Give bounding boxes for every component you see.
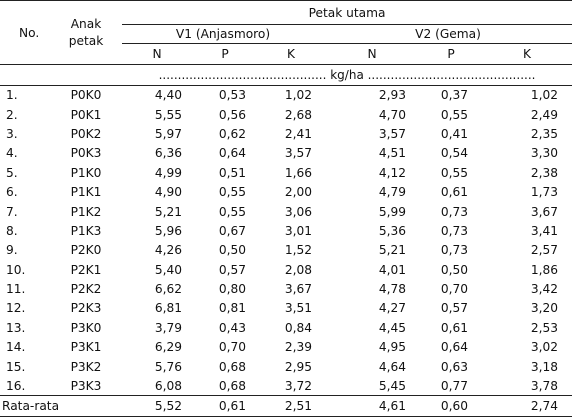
row-subplot: P2K2 xyxy=(70,282,102,297)
cell-v1n: 5,40 xyxy=(154,262,182,277)
cell-v1k: 2,41 xyxy=(284,126,312,141)
cell-v2p: 0,50 xyxy=(440,262,468,277)
cell-v1p: 0,51 xyxy=(218,165,246,180)
cell-v2k: 3,42 xyxy=(530,282,559,297)
unit-row-spacer xyxy=(0,65,122,86)
header-variety-1: V1 (Anjasmoro) xyxy=(122,25,324,44)
row-number: 9. xyxy=(6,243,18,258)
cell-v1k: 3,51 xyxy=(284,301,312,316)
row-number: 10. xyxy=(6,262,26,277)
row-subplot: P3K1 xyxy=(70,340,102,355)
cell-v2p: 0,41 xyxy=(440,126,468,141)
header-v1-p: P xyxy=(192,44,258,65)
cell-v2k: 3,18 xyxy=(530,359,559,374)
average-v1p: 0,61 xyxy=(192,396,258,417)
cell-v1p: 0,81 xyxy=(218,301,246,316)
cell-v2p: 0,61 xyxy=(440,185,468,200)
cell-v2p: 0,54 xyxy=(440,146,468,161)
cell-v1n: 6,29 xyxy=(154,340,182,355)
table-row xyxy=(0,260,572,279)
header-main-plot: Petak utama xyxy=(122,1,572,25)
cell-v1p: 0,43 xyxy=(218,320,246,335)
cell-v1p: 0,57 xyxy=(218,262,246,277)
cell-v1p: 0,64 xyxy=(218,146,246,161)
row-number: 6. xyxy=(6,185,18,200)
row-subplot: P3K2 xyxy=(70,359,102,374)
table-row xyxy=(0,202,572,221)
table-row xyxy=(0,105,572,124)
table-row xyxy=(0,163,572,182)
row-subplot: P1K2 xyxy=(70,204,102,219)
cell-v1k: 2,00 xyxy=(284,185,312,200)
row-subplot: P2K0 xyxy=(70,243,102,258)
cell-v2n: 4,70 xyxy=(378,107,406,122)
cell-v2p: 0,63 xyxy=(440,359,468,374)
row-number: 13. xyxy=(6,320,26,335)
cell-v2n: 4,51 xyxy=(378,146,406,161)
cell-v1p: 0,50 xyxy=(218,243,246,258)
row-number: 8. xyxy=(6,223,18,238)
cell-v2p: 0,64 xyxy=(440,340,468,355)
header-subplot-line2: petak xyxy=(68,33,104,48)
table-row xyxy=(0,124,572,143)
cell-v2k: 1,86 xyxy=(530,262,559,277)
header-subplot-line1: Anak xyxy=(70,17,102,32)
table-row xyxy=(0,318,572,337)
row-number: 12. xyxy=(6,301,26,316)
cell-v2k: 1,02 xyxy=(530,88,559,103)
row-number: 11. xyxy=(6,282,26,297)
row-number: 4. xyxy=(6,146,18,161)
row-number: 15. xyxy=(6,359,26,374)
unit-row: ............................................ kg/ha ............................................ xyxy=(122,65,572,86)
average-v1n: 5,52 xyxy=(122,396,192,417)
row-subplot: P2K3 xyxy=(70,301,102,316)
header-v1-k: K xyxy=(258,44,324,65)
row-number: 16. xyxy=(6,378,26,393)
cell-v2n: 4,45 xyxy=(378,320,406,335)
table-row xyxy=(0,279,572,298)
cell-v1k: 3,67 xyxy=(284,282,312,297)
table-row xyxy=(0,299,572,318)
cell-v1k: 1,66 xyxy=(284,165,312,180)
cell-v1n: 5,55 xyxy=(154,107,182,122)
cell-v2p: 0,55 xyxy=(440,165,468,180)
average-label: Rata-rata xyxy=(0,396,122,417)
table-row xyxy=(0,221,572,240)
cell-v2p: 0,57 xyxy=(440,301,468,316)
cell-v2p: 0,70 xyxy=(440,282,468,297)
cell-v2n: 4,27 xyxy=(378,301,406,316)
cell-v2n: 3,57 xyxy=(378,126,406,141)
cell-v1p: 0,55 xyxy=(218,185,246,200)
cell-v1n: 5,76 xyxy=(154,359,182,374)
header-v1-n: N xyxy=(122,44,192,65)
cell-v2p: 0,73 xyxy=(440,243,468,258)
cell-v2n: 4,12 xyxy=(378,165,406,180)
row-subplot: P0K2 xyxy=(70,126,102,141)
row-subplot: P0K0 xyxy=(70,88,102,103)
cell-v2k: 2,57 xyxy=(530,243,559,258)
header-v2-k: K xyxy=(482,44,572,65)
table-row xyxy=(0,338,572,357)
cell-v2n: 5,99 xyxy=(378,204,406,219)
cell-v1k: 2,39 xyxy=(284,340,312,355)
header-no: No. xyxy=(0,1,50,65)
cell-v2n: 4,78 xyxy=(378,282,406,297)
header-subplot xyxy=(50,1,122,65)
row-subplot: P1K1 xyxy=(70,185,102,200)
row-number: 5. xyxy=(6,165,18,180)
average-row xyxy=(0,396,572,417)
cell-v1k: 3,06 xyxy=(284,204,312,219)
cell-v1n: 6,08 xyxy=(154,378,182,393)
table-row xyxy=(0,357,572,376)
header-v2-p: P xyxy=(420,44,482,65)
cell-v2k: 2,53 xyxy=(530,320,559,335)
cell-v1p: 0,62 xyxy=(218,126,246,141)
cell-v1k: 0,84 xyxy=(284,320,312,335)
cell-v2k: 2,38 xyxy=(530,165,559,180)
cell-v2n: 4,01 xyxy=(378,262,406,277)
cell-v2p: 0,61 xyxy=(440,320,468,335)
cell-v1p: 0,68 xyxy=(218,378,246,393)
cell-v1n: 6,81 xyxy=(154,301,182,316)
cell-v1p: 0,68 xyxy=(218,359,246,374)
cell-v2k: 3,67 xyxy=(530,204,559,219)
cell-v1k: 2,08 xyxy=(284,262,312,277)
average-v1k: 2,51 xyxy=(258,396,324,417)
row-subplot: P3K3 xyxy=(70,378,102,393)
row-number: 3. xyxy=(6,126,18,141)
cell-v2n: 2,93 xyxy=(378,88,406,103)
cell-v1p: 0,56 xyxy=(218,107,246,122)
cell-v1n: 4,26 xyxy=(154,243,182,258)
cell-v2k: 3,78 xyxy=(530,378,559,393)
row-number: 1. xyxy=(6,88,18,103)
cell-v1n: 5,96 xyxy=(154,223,182,238)
cell-v2k: 2,49 xyxy=(530,107,559,122)
cell-v2p: 0,73 xyxy=(440,223,468,238)
cell-v1k: 3,57 xyxy=(284,146,312,161)
cell-v1k: 3,01 xyxy=(284,223,312,238)
cell-v2n: 5,36 xyxy=(378,223,406,238)
cell-v1k: 3,72 xyxy=(284,378,312,393)
cell-v1n: 6,36 xyxy=(154,146,182,161)
cell-v2k: 3,02 xyxy=(530,340,559,355)
average-v2p: 0,60 xyxy=(420,396,482,417)
cell-v2n: 4,79 xyxy=(378,185,406,200)
cell-v1k: 2,68 xyxy=(284,107,312,122)
cell-v1n: 4,99 xyxy=(154,165,182,180)
row-subplot: P0K3 xyxy=(70,146,102,161)
cell-v2k: 3,41 xyxy=(530,223,559,238)
cell-v2n: 5,45 xyxy=(378,378,406,393)
cell-v2k: 3,20 xyxy=(530,301,559,316)
cell-v1p: 0,53 xyxy=(218,88,246,103)
row-subplot: P1K0 xyxy=(70,165,102,180)
table-row xyxy=(0,182,572,201)
cell-v1k: 1,52 xyxy=(284,243,312,258)
row-number: 2. xyxy=(6,107,18,122)
table-header xyxy=(0,1,572,86)
cell-v1n: 4,40 xyxy=(154,88,182,103)
cell-v2k: 2,35 xyxy=(530,126,559,141)
cell-v2n: 5,21 xyxy=(378,243,406,258)
table-row xyxy=(0,241,572,260)
cell-v2p: 0,55 xyxy=(440,107,468,122)
row-subplot: P1K3 xyxy=(70,223,102,238)
cell-v1k: 2,95 xyxy=(284,359,312,374)
table-row xyxy=(0,376,572,395)
cell-v1n: 4,90 xyxy=(154,185,182,200)
cell-v2p: 0,73 xyxy=(440,204,468,219)
average-v2n: 4,61 xyxy=(324,396,420,417)
row-subplot: P2K1 xyxy=(70,262,102,277)
cell-v1n: 5,97 xyxy=(154,126,182,141)
cell-v2n: 4,95 xyxy=(378,340,406,355)
table-row xyxy=(0,86,572,105)
header-v2-n: N xyxy=(324,44,420,65)
cell-v1p: 0,80 xyxy=(218,282,246,297)
cell-v2p: 0,37 xyxy=(440,88,468,103)
cell-v2p: 0,77 xyxy=(440,378,468,393)
cell-v1p: 0,67 xyxy=(218,223,246,238)
row-subplot: P3K0 xyxy=(70,320,102,335)
average-v2k: 2,74 xyxy=(482,396,572,417)
cell-v1p: 0,55 xyxy=(218,204,246,219)
header-variety-2: V2 (Gema) xyxy=(324,25,572,44)
cell-v1n: 3,79 xyxy=(154,320,182,335)
row-number: 7. xyxy=(6,204,18,219)
cell-v2k: 1,73 xyxy=(530,185,559,200)
cell-v1p: 0,70 xyxy=(218,340,246,355)
cell-v2n: 4,64 xyxy=(378,359,406,374)
table-body xyxy=(0,86,572,417)
cell-v2k: 3,30 xyxy=(530,146,559,161)
row-number: 14. xyxy=(6,340,26,355)
table-row xyxy=(0,144,572,163)
cell-v1n: 6,62 xyxy=(154,282,182,297)
cell-v1k: 1,02 xyxy=(284,88,312,103)
row-subplot: P0K1 xyxy=(70,107,102,122)
cell-v1n: 5,21 xyxy=(154,204,182,219)
